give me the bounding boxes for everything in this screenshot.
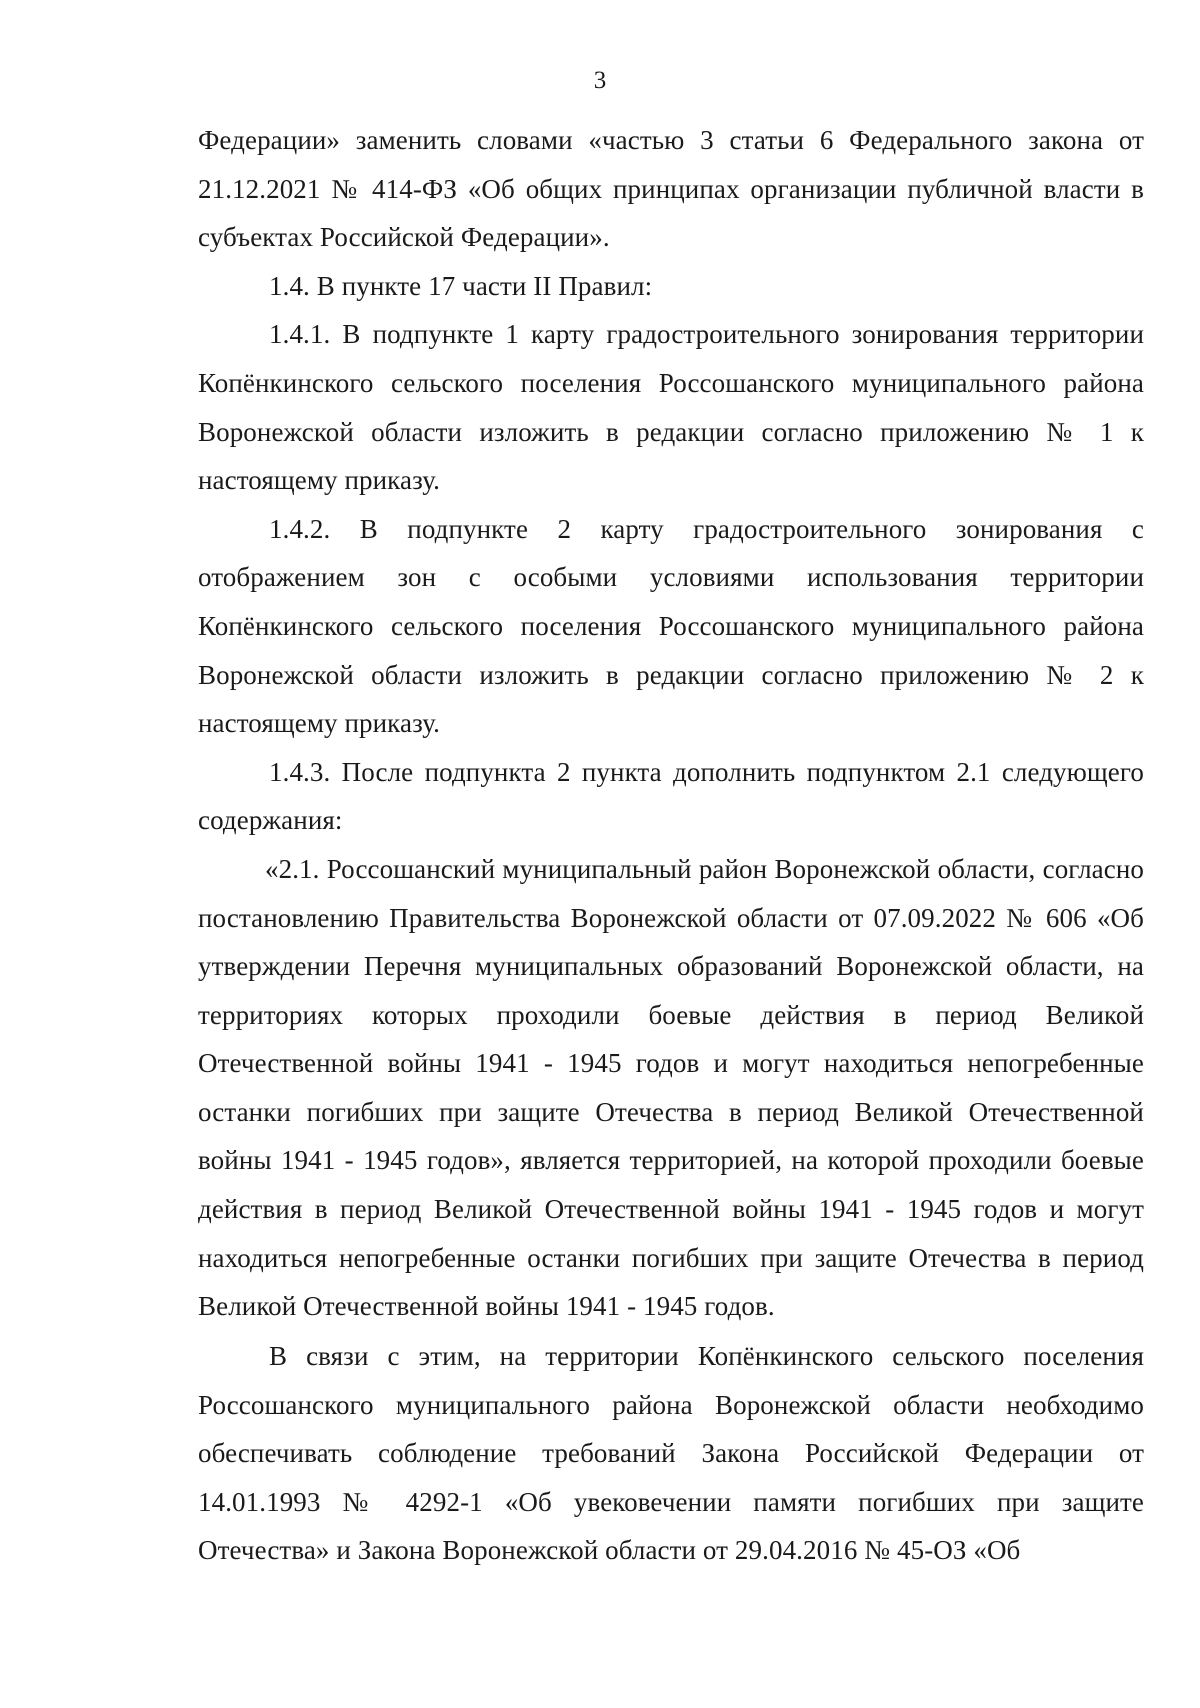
paragraph-item-1-4-3: 1.4.3. После подпункта 2 пункта дополнить подпунктом 2.1 следующего содержания: [198, 756, 1144, 836]
paragraph-continuation: Федерации» заменить словами «частью 3 статьи 6 Федерального закона от 21.12.2021 № 414-ФЗ «Об общих принципах организации публичной власти в субъектах Российской Федерации». [198, 125, 1144, 253]
document-body [198, 116, 1144, 1331]
paragraph-quoted-2-1: «2.1. Россошанский муниципальный район Воронежской области, согласно постановлению Правительства Воронежской области от 07.09.2022 № 606 «Об утверждении Перечня муниципальных образований Воронежской области, на территориях которых проходили боевые действия в период Великой Отечественной войны 1941 - 1945 годов и могут находиться непогребенные останки погибших при защите Отечества в период Великой Отечественной войны 1941 - 1945 годов», является территорией, на которой проходили боевые действия в период Великой Отечественной войны 1941 - 1945 годов и могут находиться непогребенные останки погибших при защите Отечества в период Великой Отечественной войны 1941 - 1945 годов. [198, 853, 1144, 1322]
paragraph-consequence: В связи с этим, на территории Копёнкинского сельского поселения Россошанского муниципального района Воронежской области необходимо обеспечивать соблюдение требований Закона Российской Федерации от 14.01.1993 № 4292-1 «Об увековечении памяти погибших при защите Отечества» и Закона Воронежской области от 29.04.2016 № 45-ОЗ «Об [198, 1341, 1144, 1566]
document-body-continued [198, 1332, 1144, 1575]
paragraph-item-1-4-2: 1.4.2. В подпункте 2 карту градостроительного зонирования с отображением зон с особыми условиями использования территории Копёнкинского сельского поселения Россошанского муниципального района Воронежской области изложить в редакции согласно приложению № 2 к настоящему приказу. [198, 513, 1144, 739]
paragraph-item-1-4-1: 1.4.1. В подпункте 1 карту градостроительного зонирования территории Копёнкинского сельского поселения Россошанского муниципального района Воронежской области изложить в редакции согласно приложению № 1 к настоящему приказу. [198, 319, 1144, 496]
paragraph-item-1-4: 1.4. В пункте 17 части II Правил: [269, 270, 653, 301]
page-number: 3 [593, 67, 607, 94]
